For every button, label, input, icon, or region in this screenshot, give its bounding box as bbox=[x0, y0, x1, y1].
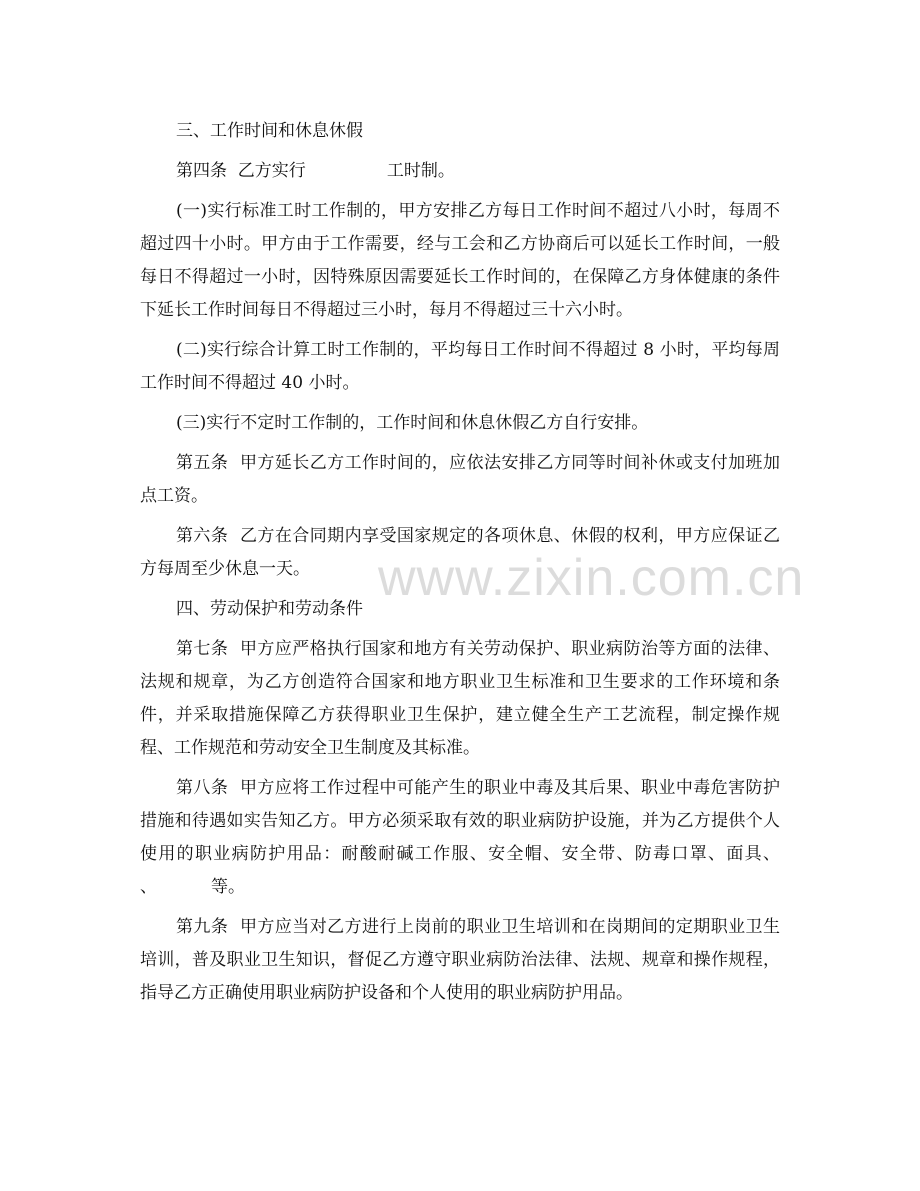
clause-flexible-hours: (三)实行不定时工作制的，工作时间和休息休假乙方自行安排。 bbox=[176, 413, 649, 433]
article-8: 第八条 甲方应将工作过程中可能产生的职业中毒及其后果、职业中毒危害防护措施和待遇如实告知乙方。甲方必须采取有效的职业病防护设施，并为乙方提供个人使用的职业病防护用品：耐酸耐碱工作服、安全帽、安全带、防毒口罩、面具、 、 等。 bbox=[140, 778, 835, 897]
document-body bbox=[140, 115, 835, 1017]
article-7: 第七条 甲方应严格执行国家和地方有关劳动保护、职业病防治等方面的法律、法规和规章，为乙方创造符合国家和地方职业卫生标准和卫生要求的工作环境和条件，并采取措施保障乙方获得职业卫生保护，建立健全生产工艺流程，制定操作规程、工作规范和劳动安全卫生制度及其标准。 bbox=[140, 639, 780, 758]
watermark: www.zixin.com.cn bbox=[378, 549, 805, 607]
section-heading-labor-protection: 四、劳动保护和劳动条件 bbox=[176, 599, 363, 619]
clause-comprehensive-hours: (二)实行综合计算工时工作制的，平均每日工作时间不得超过 8 小时，平均每周工作时间不得超过 40 小时。 bbox=[140, 340, 780, 393]
article-6: 第六条 乙方在合同期内享受国家规定的各项休息、休假的权利，甲方应保证乙方每周至少休息一天。 bbox=[140, 526, 780, 579]
clause-standard-hours: (一)实行标准工时工作制的，甲方安排乙方每日工作时间不超过八小时，每周不超过四十小时。甲方由于工作需要，经与工会和乙方协商后可以延长工作时间，一般每日不得超过一小时，因特殊原因需要延长工作时间的，在保障乙方身体健康的条件下延长工作时间每日不得超过三小时，每月不得超过三十六小时。 bbox=[140, 201, 780, 320]
article-5: 第五条 甲方延长乙方工作时间的，应依法安排乙方同等时间补休或支付加班加点工资。 bbox=[140, 453, 780, 506]
section-heading-work-hours: 三、工作时间和休息休假 bbox=[176, 121, 363, 141]
article-4: 第四条 乙方实行 工时制。 bbox=[176, 161, 455, 181]
article-9: 第九条 甲方应当对乙方进行上岗前的职业卫生培训和在岗期间的定期职业卫生培训，普及职业卫生知识，督促乙方遵守职业病防治法律、法规、规章和操作规程，指导乙方正确使用职业病防护设备和个人使用的职业病防护用品。 bbox=[140, 917, 780, 1003]
